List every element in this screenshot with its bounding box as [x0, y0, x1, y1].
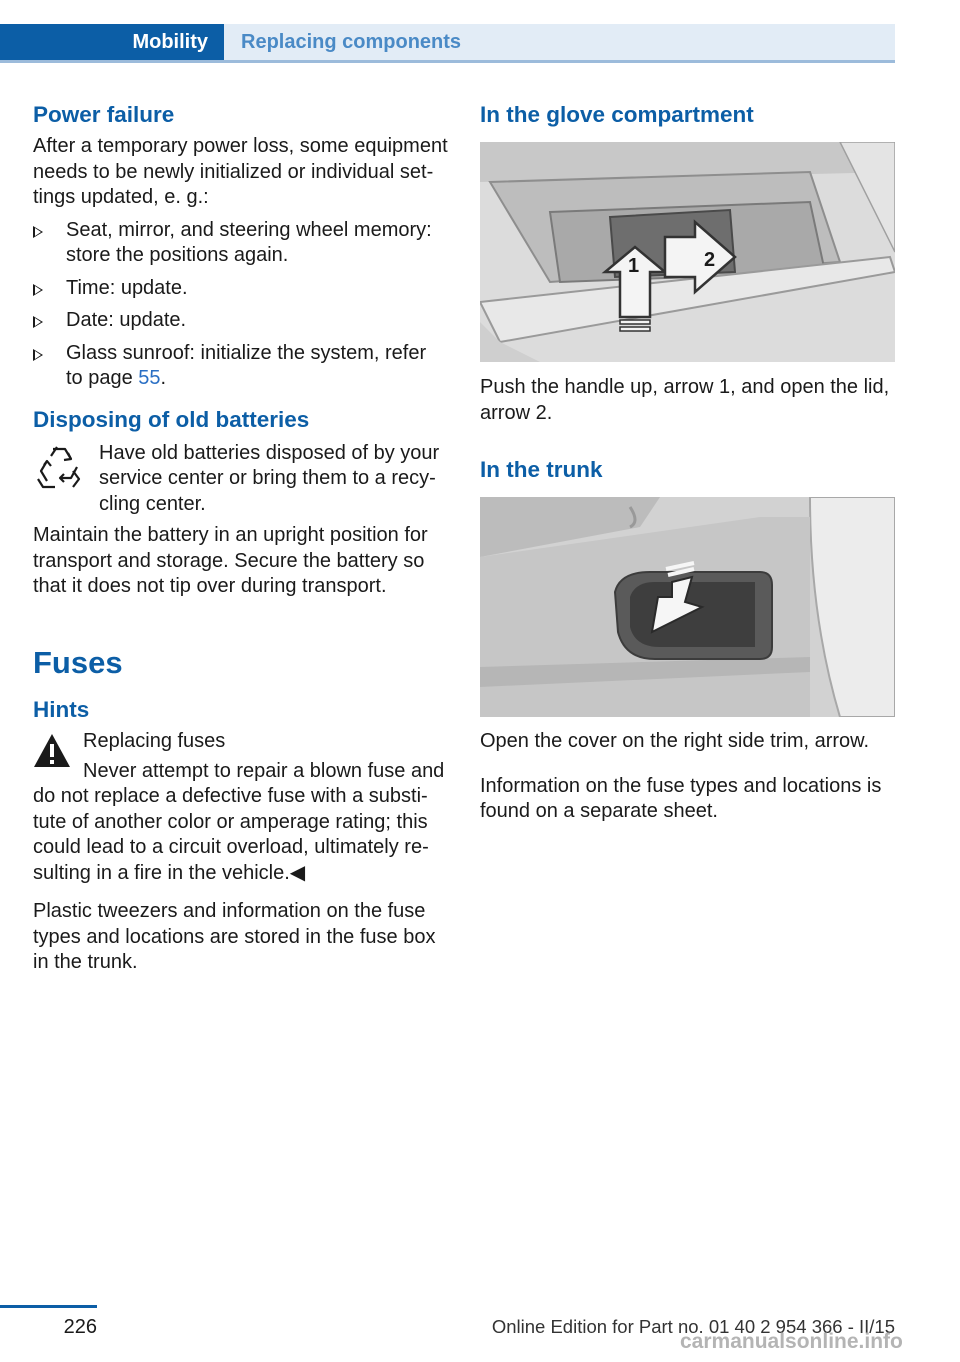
- bullet-triangle-icon: [33, 316, 43, 328]
- recycle-note: [33, 441, 448, 518]
- footer-divider: [0, 1305, 97, 1308]
- warning-icon: [33, 732, 71, 770]
- page-link-55[interactable]: 55: [138, 367, 161, 389]
- subsection-tab-replacing-components[interactable]: Replacing components: [224, 24, 895, 61]
- warning-text: Never attempt to repair a blown fuse and do not replace a defective fuse with a substi-tute of another color or amperage rating; this could lead to a circuit overload, ultimately re-sulting in a fire in the vehicle.◀: [33, 759, 445, 884]
- heading-power-failure: Power failure: [33, 102, 175, 127]
- glove-caption: Push the handle up, arrow 1, and open the lid, arrow 2.: [480, 376, 890, 424]
- right-column: [480, 100, 895, 825]
- header-divider: [0, 60, 895, 63]
- arrow-1-label: 1: [628, 255, 640, 277]
- watermark: carmanualsonline.info: [680, 1330, 903, 1353]
- heading-fuses: Fuses: [33, 644, 123, 680]
- list-item: [33, 308, 448, 334]
- bullet-triangle-icon: [33, 226, 43, 238]
- warning-note: [33, 729, 448, 779]
- disposing-body: Maintain the battery in an upright position for transport and storage. Secure the battery so that it does not tip over during transport.: [33, 524, 428, 597]
- list-item-text: Glass sunroof: initialize the system, refer to page: [66, 341, 427, 389]
- trunk-image: [480, 497, 895, 717]
- list-item-text: Seat, mirror, and steering wheel memory: store the positions again.: [66, 218, 432, 266]
- heading-glove-compartment: In the glove compartment: [480, 102, 754, 127]
- glove-compartment-image: [480, 142, 895, 362]
- list-item-text: Date: update.: [66, 309, 187, 331]
- heading-hints: Hints: [33, 696, 90, 722]
- power-failure-list: [33, 218, 448, 392]
- recycle-icon: [33, 441, 85, 493]
- page-number: 226: [63, 1316, 97, 1338]
- list-item: [33, 276, 448, 302]
- recycle-note-text: Have old batteries disposed of by your service center or bring them to a recy-cling center.: [99, 441, 440, 515]
- list-item: [33, 341, 448, 392]
- warning-title: Replacing fuses: [83, 729, 226, 752]
- trunk-caption: Open the cover on the right side trim, arrow.: [480, 730, 870, 752]
- heading-trunk: In the trunk: [480, 457, 603, 482]
- fuses-body: Plastic tweezers and information on the fuse types and locations are stored in the fuse box in the trunk.: [33, 900, 436, 973]
- bullet-triangle-icon: [33, 284, 43, 296]
- section-tab-mobility[interactable]: Mobility: [0, 24, 224, 61]
- trunk-info: Information on the fuse types and locations is found on a separate sheet.: [480, 774, 882, 822]
- power-failure-intro: After a temporary power loss, some equipment needs to be newly initialized or individual set-tings updated, e. g.:: [33, 135, 448, 208]
- page-header: [0, 24, 895, 62]
- left-column: [33, 100, 448, 976]
- list-item: [33, 218, 448, 269]
- list-item-end: .: [160, 367, 167, 389]
- list-item-text: Time: update.: [66, 276, 188, 299]
- bullet-triangle-icon: [33, 349, 43, 361]
- footer-edition: Online Edition for Part no. 01 40 2 954 366 - II/15: [491, 1316, 895, 1337]
- heading-disposing-batteries: Disposing of old batteries: [33, 406, 310, 432]
- arrow-2-label: 2: [704, 249, 716, 271]
